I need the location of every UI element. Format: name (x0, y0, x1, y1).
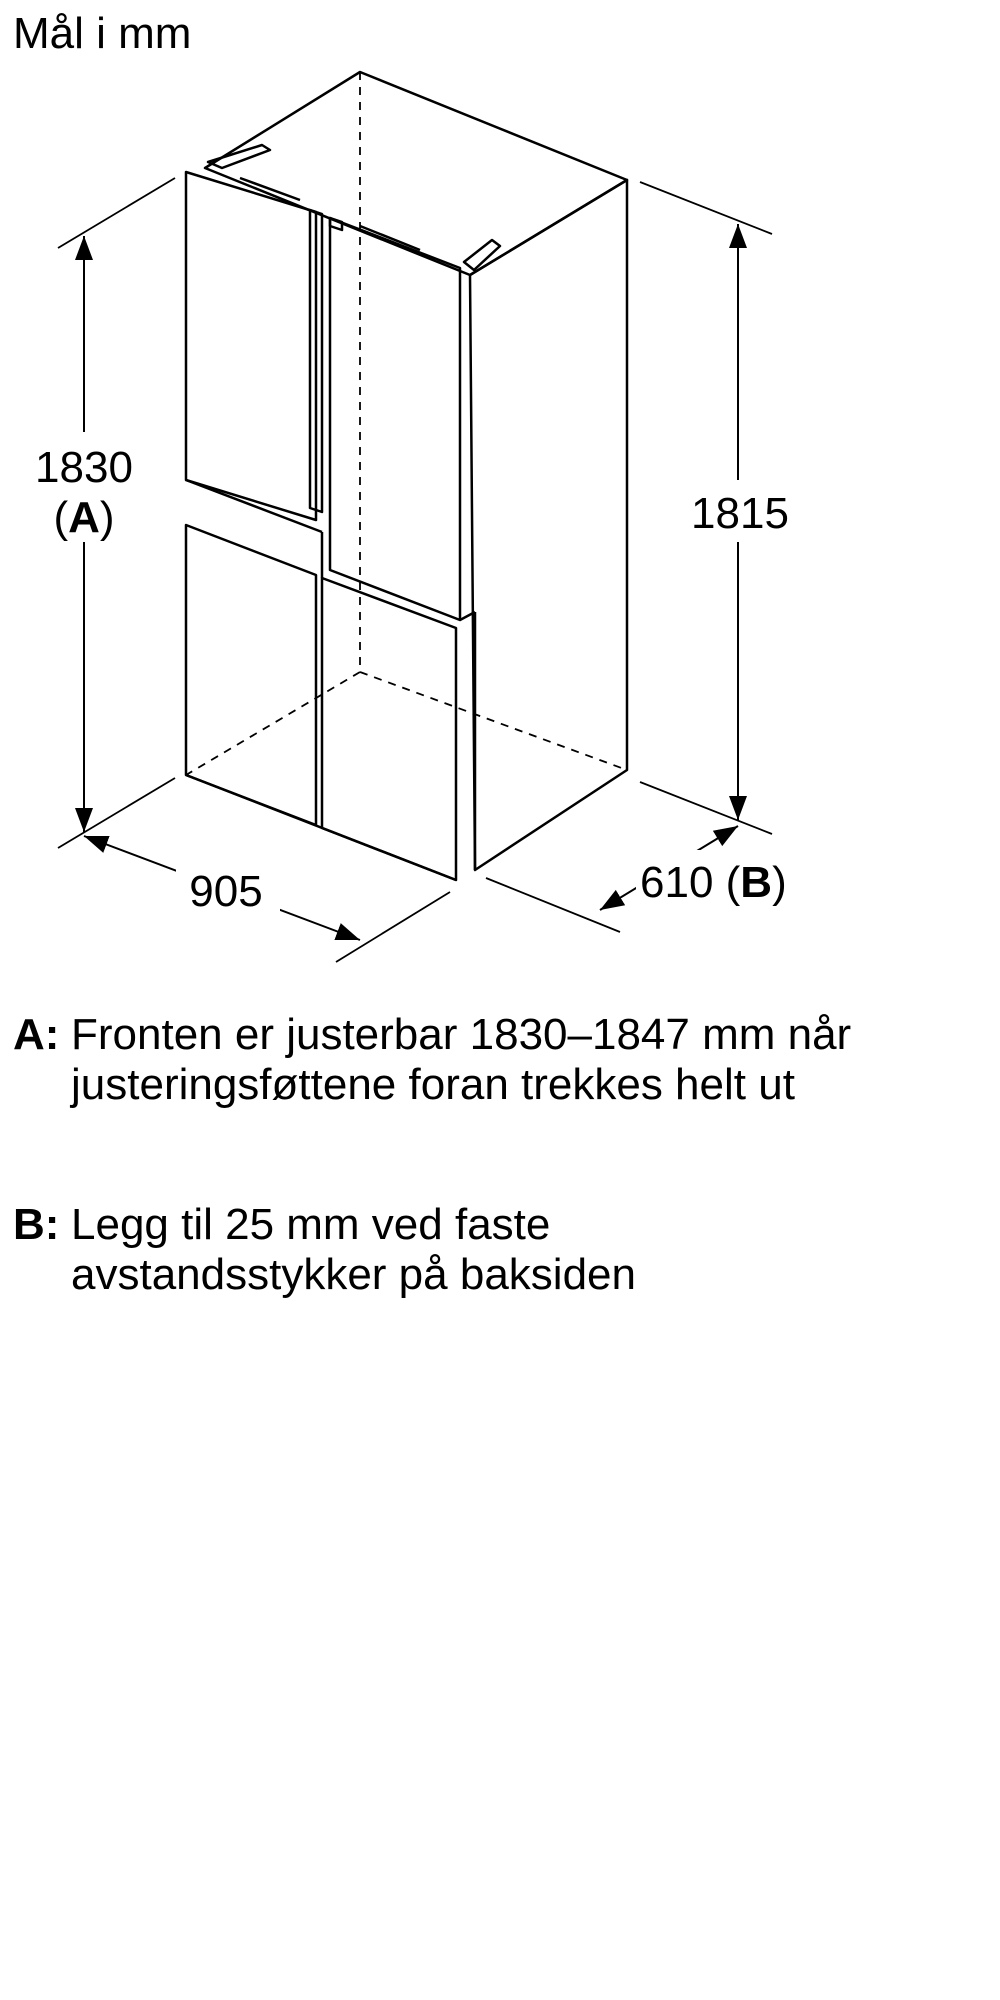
hinge-left (208, 145, 270, 168)
extension-lines (58, 178, 772, 962)
note-b-text (71, 1200, 973, 1300)
note-b-line1: Legg til 25 mm ved faste (71, 1200, 551, 1249)
fridge-outline (186, 72, 627, 880)
note-a-text (71, 1010, 973, 1110)
right-upper-door (330, 218, 460, 620)
note-b (13, 1200, 973, 1300)
page-title: Mål i mm (13, 9, 192, 58)
note-a (13, 1010, 973, 1110)
note-a-label: A: (13, 1010, 60, 1059)
left-lower-drawer (186, 525, 316, 825)
note-a-line1: Fronten er justerbar 1830–1847 mm når (71, 1010, 852, 1059)
height-1830-label: (A) (53, 493, 115, 542)
fridge-top (205, 72, 627, 275)
fridge-side (470, 180, 627, 870)
note-b-label: B: (13, 1200, 60, 1249)
hidden-edges (186, 72, 627, 775)
height-1815-value: 1815 (691, 489, 789, 538)
right-door-handle (330, 218, 342, 230)
note-b-line2: avstandsstykker på baksiden (71, 1250, 636, 1299)
left-upper-door (186, 172, 316, 520)
width-905-value: 905 (189, 867, 263, 916)
height-1830-value: 1830 (35, 443, 133, 492)
note-a-line2: justeringsføttene foran trekkes helt ut (71, 1060, 795, 1109)
depth-610-label: 610 (B) (640, 858, 787, 907)
hinge-right (464, 240, 500, 270)
